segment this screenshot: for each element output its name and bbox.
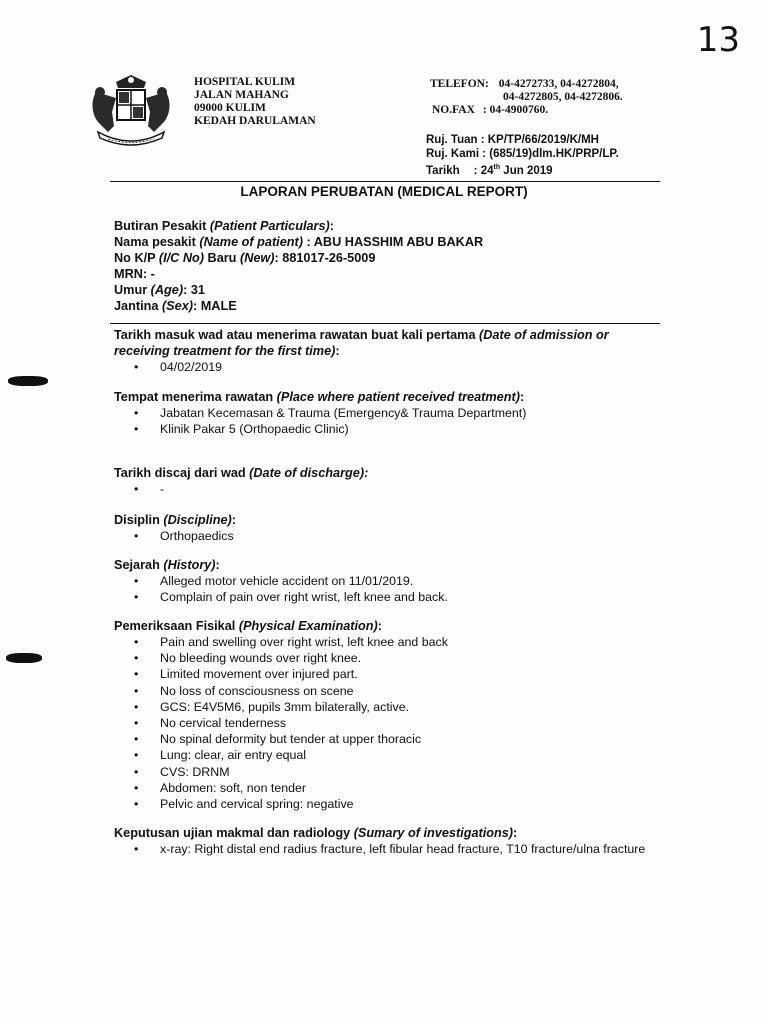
discipline-heading: Disiplin (Discipline): xyxy=(114,513,236,527)
list-item: • GCS: E4V5M6, pupils 3mm bilaterally, active. xyxy=(114,699,448,715)
page-number: 13 xyxy=(696,20,740,60)
list-item: • Abdomen: soft, non tender xyxy=(114,780,448,796)
phone-label: TELEFON: xyxy=(430,78,489,90)
admission-section xyxy=(114,327,662,375)
list-item: • CVS: DRNM xyxy=(114,764,448,780)
list-item: • No bleeding wounds over right knee. xyxy=(114,650,448,666)
list-item: • Orthopaedics xyxy=(114,528,236,544)
discharge-heading: Tarikh discaj dari wad (Date of discharge): xyxy=(114,466,369,480)
list-item: • Complain of pain over right wrist, left knee and back. xyxy=(114,589,448,605)
list-item: • Alleged motor vehicle accident on 11/01/2019. xyxy=(114,573,448,589)
exam-heading: Pemeriksaan Fisikal (Physical Examination): xyxy=(114,619,382,633)
header-divider xyxy=(110,181,660,182)
investigations-section xyxy=(114,825,734,857)
patient-name: Nama pesakit (Name of patient) : ABU HASSHIM ABU BAKAR xyxy=(114,235,484,249)
admission-heading: Tarikh masuk wad atau menerima rawatan buat kali pertama (Date of admission or receiving treatment for the first time): xyxy=(114,328,609,358)
coat-of-arms-logo xyxy=(86,72,176,152)
patient-sex: Jantina (Sex): MALE xyxy=(114,299,237,313)
physical-exam-section xyxy=(114,618,448,812)
phone-numbers-cont: 04-4272805, 04-4272806. xyxy=(503,91,623,103)
hospital-name: HOSPITAL KULIM xyxy=(194,76,296,88)
list-item: • Jabatan Kecemasan & Trauma (Emergency& Trauma Department) xyxy=(114,405,526,421)
list-item: • Klinik Pakar 5 (Orthopaedic Clinic) xyxy=(114,421,526,437)
punch-hole-mark xyxy=(8,376,48,386)
ruj-tuan: Ruj. Tuan : KP/TP/66/2019/K/MH xyxy=(426,134,599,146)
address-line: 09000 KULIM xyxy=(194,102,266,114)
list-item: • No loss of consciousness on scene xyxy=(114,683,448,699)
phone-numbers: 04-4272733, 04-4272804, xyxy=(498,78,619,90)
list-item: • Pain and swelling over right wrist, left knee and back xyxy=(114,634,448,650)
list-item: • x-ray: Right distal end radius fracture, left fibular head fracture, T10 fracture/ulna fracture xyxy=(114,841,734,857)
list-item: • Lung: clear, air entry equal xyxy=(114,747,448,763)
punch-hole-mark xyxy=(6,653,42,663)
investigations-heading: Keputusan ujian makmal dan radiology (Sumary of investigations): xyxy=(114,826,518,840)
history-section xyxy=(114,557,448,605)
discharge-section xyxy=(114,465,368,497)
contact-block xyxy=(430,78,623,117)
history-heading: Sejarah (History): xyxy=(114,558,220,572)
address-line: KEDAH DARULAMAN xyxy=(194,115,316,127)
report-date: Tarikh : 24th Jun 2019 xyxy=(426,164,553,177)
patient-particulars: Butiran Pesakit (Patient Particulars): Nama pesakit (Name of patient) : ABU HASSHIM ABU BAKAR No K/P (I/C No) Baru (New): 881017-26-5009 MRN: - Umur (Age): 31 Jantina (Sex): MALE xyxy=(114,219,484,313)
reference-block xyxy=(426,133,619,178)
list-item: • Limited movement over injured part. xyxy=(114,666,448,682)
list-item: • No spinal deformity but tender at upper thoracic xyxy=(114,731,448,747)
address-line: JALAN MAHANG xyxy=(194,89,289,101)
patient-mrn: MRN: - xyxy=(114,267,155,281)
patient-ic: No K/P (I/C No) Baru (New): 881017-26-5009 xyxy=(114,251,376,265)
report-title: LAPORAN PERUBATAN (MEDICAL REPORT) xyxy=(240,184,528,199)
place-heading: Tempat menerima rawatan (Place where patient received treatment): xyxy=(114,390,525,404)
discipline-section xyxy=(114,512,236,544)
fax-number: : 04-4900760. xyxy=(482,104,549,116)
list-item: • 04/02/2019 xyxy=(114,359,662,375)
list-item: • - xyxy=(114,481,368,497)
list-item: • Pelvic and cervical spring: negative xyxy=(114,796,448,812)
section-divider xyxy=(110,323,660,324)
treatment-place-section xyxy=(114,389,526,437)
hospital-address-block xyxy=(194,76,316,128)
ruj-kami: Ruj. Kami : (685/19)dlm.HK/PRP/LP. xyxy=(426,148,619,160)
list-item: • No cervical tenderness xyxy=(114,715,448,731)
patient-age: Umur (Age): 31 xyxy=(114,283,205,297)
fax-label: NO.FAX xyxy=(432,104,475,116)
